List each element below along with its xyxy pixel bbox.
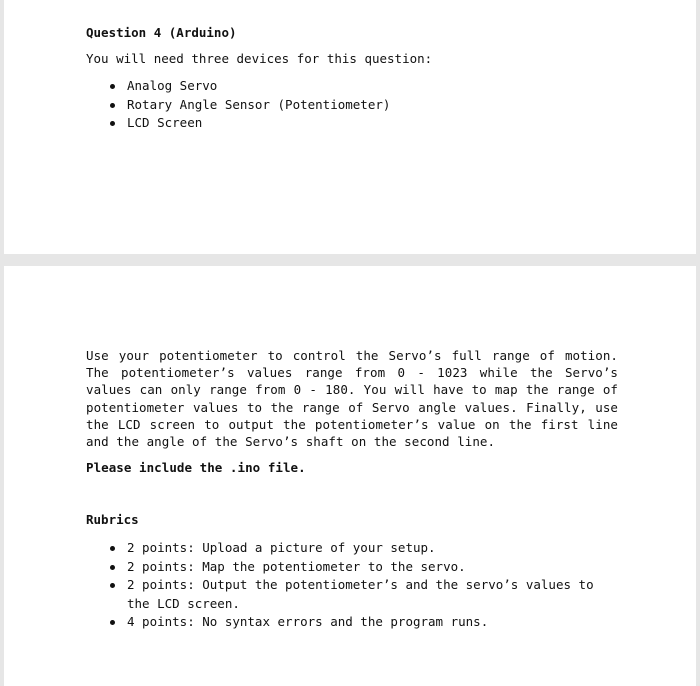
include-file-note: Please include the .ino file. <box>86 460 306 475</box>
list-item: 4 points: No syntax errors and the program runs. <box>86 613 618 632</box>
document-page-1 <box>4 0 696 254</box>
question-intro: You will need three devices for this question: <box>86 51 433 66</box>
list-item: 2 points: Output the potentiometer’s and the servo’s values to the LCD screen. <box>86 576 618 613</box>
rubric-list <box>86 539 618 632</box>
rubrics-title: Rubrics <box>86 512 139 527</box>
question-title: Question 4 (Arduino) <box>86 25 237 40</box>
document-page-2 <box>4 266 696 686</box>
list-item: 2 points: Map the potentiometer to the servo. <box>86 558 618 577</box>
list-item: LCD Screen <box>86 114 390 133</box>
list-item: 2 points: Upload a picture of your setup. <box>86 539 618 558</box>
instructions-paragraph: Use your potentiometer to control the Servo’s full range of motion. The potentiometer’s values range from 0 - 1023 while the Servo’s values can only range from 0 - 180. You will have to map the range of potentiometer values to the range of Servo angle values. Finally, use the LCD screen to output the potentiometer’s value on the first line and the angle of the Servo’s shaft on the second line. <box>86 348 618 450</box>
list-item: Analog Servo <box>86 77 390 96</box>
list-item: Rotary Angle Sensor (Potentiometer) <box>86 96 390 115</box>
device-list <box>86 77 390 133</box>
